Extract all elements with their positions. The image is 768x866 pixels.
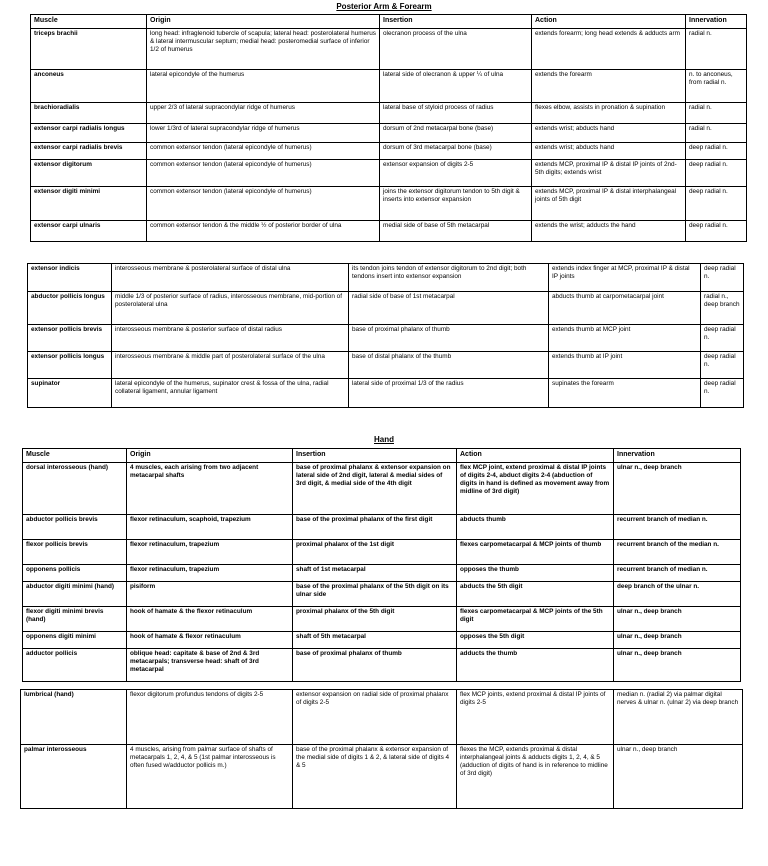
- cell-insertion: dorsum of 2nd metacarpal bone (base): [380, 124, 532, 143]
- cell-action: extends forearm; long head extends & adducts arm: [532, 29, 686, 70]
- table-row: [28, 379, 744, 408]
- cell-innervation: median n. (radial 2) via palmar digital nerves & ulnar n. (ulnar 2) via deep branch: [614, 690, 743, 745]
- cell-innervation: deep radial n.: [701, 264, 744, 292]
- table-header-row: [31, 15, 747, 29]
- table-row: [23, 565, 741, 582]
- cell-muscle: extensor digitorum: [31, 160, 147, 187]
- cell-innervation: recurrent branch of median n.: [614, 515, 741, 540]
- cell-innervation: radial n.: [686, 124, 747, 143]
- cell-innervation: deep radial n.: [686, 187, 747, 221]
- cell-insertion: radial side of base of 1st metacarpal: [349, 292, 549, 325]
- cell-origin: oblique head: capitate & base of 2nd & 3rd metacarpals; transverse head: shaft of 3rd metacarpal: [127, 649, 293, 682]
- cell-insertion: shaft of 5th metacarpal: [293, 632, 457, 649]
- cell-insertion: olecranon process of the ulna: [380, 29, 532, 70]
- table-row: [23, 607, 741, 632]
- hand-table: [22, 448, 741, 682]
- cell-insertion: its tendon joins tendon of extensor digitorum to 2nd digit; both tendons insert into extensor expansion: [349, 264, 549, 292]
- cell-insertion: proximal phalanx of the 5th digit: [293, 607, 457, 632]
- cell-origin: common extensor tendon (lateral epicondyle of humerus): [147, 143, 380, 160]
- header-innervation: Innervation: [686, 15, 747, 29]
- cell-action: supinates the forearm: [549, 379, 701, 408]
- cell-insertion: lateral side of olecranon & upper ¼ of ulna: [380, 70, 532, 103]
- posterior-forearm-table: [27, 263, 744, 408]
- cell-insertion: shaft of 1st metacarpal: [293, 565, 457, 582]
- cell-action: flex MCP joint, extend proximal & distal IP joints of digits 2-4, abduct digits 2-4 (abduction of digits in hand is defined as movement away from midline of 3rd digit): [457, 463, 614, 515]
- cell-action: extends MCP, proximal IP & distal interphalangeal joints of 5th digit: [532, 187, 686, 221]
- table-row: [31, 143, 747, 160]
- cell-insertion: lateral base of styloid process of radius: [380, 103, 532, 124]
- cell-insertion: base of the proximal phalanx of the 5th digit on its ulnar side: [293, 582, 457, 607]
- table-row: [31, 70, 747, 103]
- table-row: [31, 187, 747, 221]
- cell-innervation: deep radial n.: [686, 160, 747, 187]
- cell-action: flex MCP joints, extend proximal & distal IP joints of digits 2-5: [457, 690, 614, 745]
- cell-muscle: extensor carpi radialis brevis: [31, 143, 147, 160]
- cell-insertion: base of proximal phalanx of thumb: [293, 649, 457, 682]
- cell-insertion: base of proximal phalanx of thumb: [349, 325, 549, 352]
- cell-origin: pisiform: [127, 582, 293, 607]
- cell-origin: common extensor tendon (lateral epicondyle of humerus): [147, 160, 380, 187]
- table-row: [31, 221, 747, 242]
- table-row: [23, 632, 741, 649]
- cell-innervation: deep branch of the ulnar n.: [614, 582, 741, 607]
- header-action: Action: [532, 15, 686, 29]
- cell-insertion: extensor expansion on radial side of proximal phalanx of digits 2-5: [293, 690, 457, 745]
- cell-muscle: extensor digiti minimi: [31, 187, 147, 221]
- cell-insertion: dorsum of 3rd metacarpal bone (base): [380, 143, 532, 160]
- posterior-arm-table: [30, 14, 747, 242]
- cell-action: flexes elbow, assists in pronation & supination: [532, 103, 686, 124]
- cell-action: flexes the MCP, extends proximal & distal interphalangeal joints & adducts digits 1, 2, 4, & 5 (adduction of digits of hand is in reference to midline of 3rd digit): [457, 745, 614, 809]
- cell-origin: lateral epicondyle of the humerus: [147, 70, 380, 103]
- hand-section-title: Hand: [374, 435, 394, 444]
- cell-muscle: palmar interosseous: [21, 745, 127, 809]
- table-header-row: [23, 449, 741, 463]
- cell-muscle: opponens digiti minimi: [23, 632, 127, 649]
- hand-table-continued: [20, 689, 743, 809]
- cell-action: abducts thumb: [457, 515, 614, 540]
- cell-insertion: joins the extensor digitorum tendon to 5th digit & inserts into extensor expansion: [380, 187, 532, 221]
- cell-insertion: proximal phalanx of the 1st digit: [293, 540, 457, 565]
- cell-insertion: medial side of base of 5th metacarpal: [380, 221, 532, 242]
- table-row: [23, 540, 741, 565]
- table-row: [28, 325, 744, 352]
- cell-muscle: extensor pollicis longus: [28, 352, 112, 379]
- arm-section-title: Posterior Arm & Forearm: [336, 2, 432, 11]
- table-row: [28, 292, 744, 325]
- header-muscle: Muscle: [23, 449, 127, 463]
- cell-action: adducts the thumb: [457, 649, 614, 682]
- header-innervation: Innervation: [614, 449, 741, 463]
- table-row: [21, 745, 743, 809]
- header-origin: Origin: [127, 449, 293, 463]
- cell-muscle: abductor pollicis longus: [28, 292, 112, 325]
- cell-insertion: extensor expansion of digits 2-5: [380, 160, 532, 187]
- cell-origin: flexor digitorum profundus tendons of digits 2-5: [127, 690, 293, 745]
- table-row: [28, 264, 744, 292]
- cell-origin: lower 1/3rd of lateral supracondylar ridge of humerus: [147, 124, 380, 143]
- cell-innervation: n. to anconeus, from radial n.: [686, 70, 747, 103]
- cell-innervation: recurrent branch of the median n.: [614, 540, 741, 565]
- cell-origin: upper 2/3 of lateral supracondylar ridge of humerus: [147, 103, 380, 124]
- table-row: [23, 515, 741, 540]
- cell-muscle: supinator: [28, 379, 112, 408]
- header-muscle: Muscle: [31, 15, 147, 29]
- cell-action: extends wrist; abducts hand: [532, 143, 686, 160]
- cell-action: extends thumb at IP joint: [549, 352, 701, 379]
- table-row: [23, 582, 741, 607]
- cell-action: extends index finger at MCP, proximal IP & distal IP joints: [549, 264, 701, 292]
- table-row: [21, 690, 743, 745]
- table-row: [31, 103, 747, 124]
- cell-innervation: ulnar n., deep branch: [614, 463, 741, 515]
- cell-innervation: ulnar n., deep branch: [614, 745, 743, 809]
- cell-action: flexes carpometacarpal & MCP joints of the 5th digit: [457, 607, 614, 632]
- cell-origin: flexor retinaculum, trapezium: [127, 540, 293, 565]
- cell-innervation: deep radial n.: [701, 379, 744, 408]
- cell-action: extends thumb at MCP joint: [549, 325, 701, 352]
- cell-origin: 4 muscles, each arising from two adjacent metacarpal shafts: [127, 463, 293, 515]
- cell-innervation: radial n.: [686, 29, 747, 70]
- cell-muscle: extensor carpi ulnaris: [31, 221, 147, 242]
- table-row: [31, 124, 747, 143]
- cell-muscle: opponens pollicis: [23, 565, 127, 582]
- cell-muscle: adductor pollicis: [23, 649, 127, 682]
- table-row: [31, 160, 747, 187]
- header-insertion: Insertion: [293, 449, 457, 463]
- cell-action: opposes the thumb: [457, 565, 614, 582]
- cell-insertion: base of proximal phalanx & extensor expansion on lateral side of 2nd digit, lateral & medial sides of 3rd digit, & medial side of the 4th digit: [293, 463, 457, 515]
- cell-innervation: ulnar n., deep branch: [614, 632, 741, 649]
- cell-innervation: radial n.: [686, 103, 747, 124]
- cell-muscle: dorsal interosseous (hand): [23, 463, 127, 515]
- cell-action: extends MCP, proximal IP & distal IP joints of 2nd-5th digits; extends wrist: [532, 160, 686, 187]
- table-row: [23, 649, 741, 682]
- table-row: [23, 463, 741, 515]
- cell-origin: long head: infraglenoid tubercle of scapula; lateral head: posterolateral humerus & lateral intermuscular septum; medial head: posteromedial surface of inferior 1/2 of humerus: [147, 29, 380, 70]
- cell-muscle: extensor pollicis brevis: [28, 325, 112, 352]
- cell-action: extends the forearm: [532, 70, 686, 103]
- cell-action: extends the wrist; adducts the hand: [532, 221, 686, 242]
- cell-innervation: ulnar n., deep branch: [614, 649, 741, 682]
- cell-muscle: flexor digiti minimi brevis (hand): [23, 607, 127, 632]
- cell-origin: interosseous membrane & posterior surface of distal radius: [112, 325, 349, 352]
- cell-innervation: deep radial n.: [686, 221, 747, 242]
- cell-muscle: anconeus: [31, 70, 147, 103]
- cell-action: extends wrist; abducts hand: [532, 124, 686, 143]
- cell-innervation: deep radial n.: [701, 352, 744, 379]
- table-row: [31, 29, 747, 70]
- cell-innervation: radial n., deep branch: [701, 292, 744, 325]
- cell-insertion: lateral side of proximal 1/3 of the radius: [349, 379, 549, 408]
- cell-origin: interosseous membrane & posterolateral surface of distal ulna: [112, 264, 349, 292]
- cell-muscle: flexor pollicis brevis: [23, 540, 127, 565]
- cell-origin: common extensor tendon & the middle ½ of posterior border of ulna: [147, 221, 380, 242]
- cell-muscle: triceps brachii: [31, 29, 147, 70]
- cell-insertion: base of the proximal phalanx of the first digit: [293, 515, 457, 540]
- table-row: [28, 352, 744, 379]
- cell-origin: hook of hamate & flexor retinaculum: [127, 632, 293, 649]
- cell-innervation: recurrent branch of median n.: [614, 565, 741, 582]
- cell-origin: flexor retinaculum, scaphoid, trapezium: [127, 515, 293, 540]
- cell-origin: middle 1/3 of posterior surface of radius, interosseous membrane, mid-portion of posterolateral ulna: [112, 292, 349, 325]
- cell-action: abducts thumb at carpometacarpal joint: [549, 292, 701, 325]
- cell-origin: 4 muscles, arising from palmar surface of shafts of metacarpals 1, 2, 4, & 5 (1st palmar interosseous is often fused w/adductor pollicis m.): [127, 745, 293, 809]
- cell-innervation: deep radial n.: [686, 143, 747, 160]
- cell-muscle: brachioradialis: [31, 103, 147, 124]
- header-action: Action: [457, 449, 614, 463]
- header-origin: Origin: [147, 15, 380, 29]
- cell-origin: lateral epicondyle of the humerus, supinator crest & fossa of the ulna, radial collateral ligament, annular ligament: [112, 379, 349, 408]
- cell-muscle: abductor pollicis brevis: [23, 515, 127, 540]
- cell-muscle: extensor carpi radialis longus: [31, 124, 147, 143]
- header-insertion: Insertion: [380, 15, 532, 29]
- cell-innervation: ulnar n., deep branch: [614, 607, 741, 632]
- cell-origin: interosseous membrane & middle part of posterolateral surface of the ulna: [112, 352, 349, 379]
- cell-origin: hook of hamate & the flexor retinaculum: [127, 607, 293, 632]
- cell-muscle: abductor digiti minimi (hand): [23, 582, 127, 607]
- cell-insertion: base of distal phalanx of the thumb: [349, 352, 549, 379]
- cell-innervation: deep radial n.: [701, 325, 744, 352]
- cell-action: opposes the 5th digit: [457, 632, 614, 649]
- cell-muscle: lumbrical (hand): [21, 690, 127, 745]
- cell-action: flexes carpometacarpal & MCP joints of thumb: [457, 540, 614, 565]
- cell-insertion: base of the proximal phalanx & extensor expansion of the medial side of digits 1 & 2, & lateral side of digits 4 & 5: [293, 745, 457, 809]
- cell-muscle: extensor indicis: [28, 264, 112, 292]
- cell-origin: flexor retinaculum, trapezium: [127, 565, 293, 582]
- cell-origin: common extensor tendon (lateral epicondyle of humerus): [147, 187, 380, 221]
- cell-action: abducts the 5th digit: [457, 582, 614, 607]
